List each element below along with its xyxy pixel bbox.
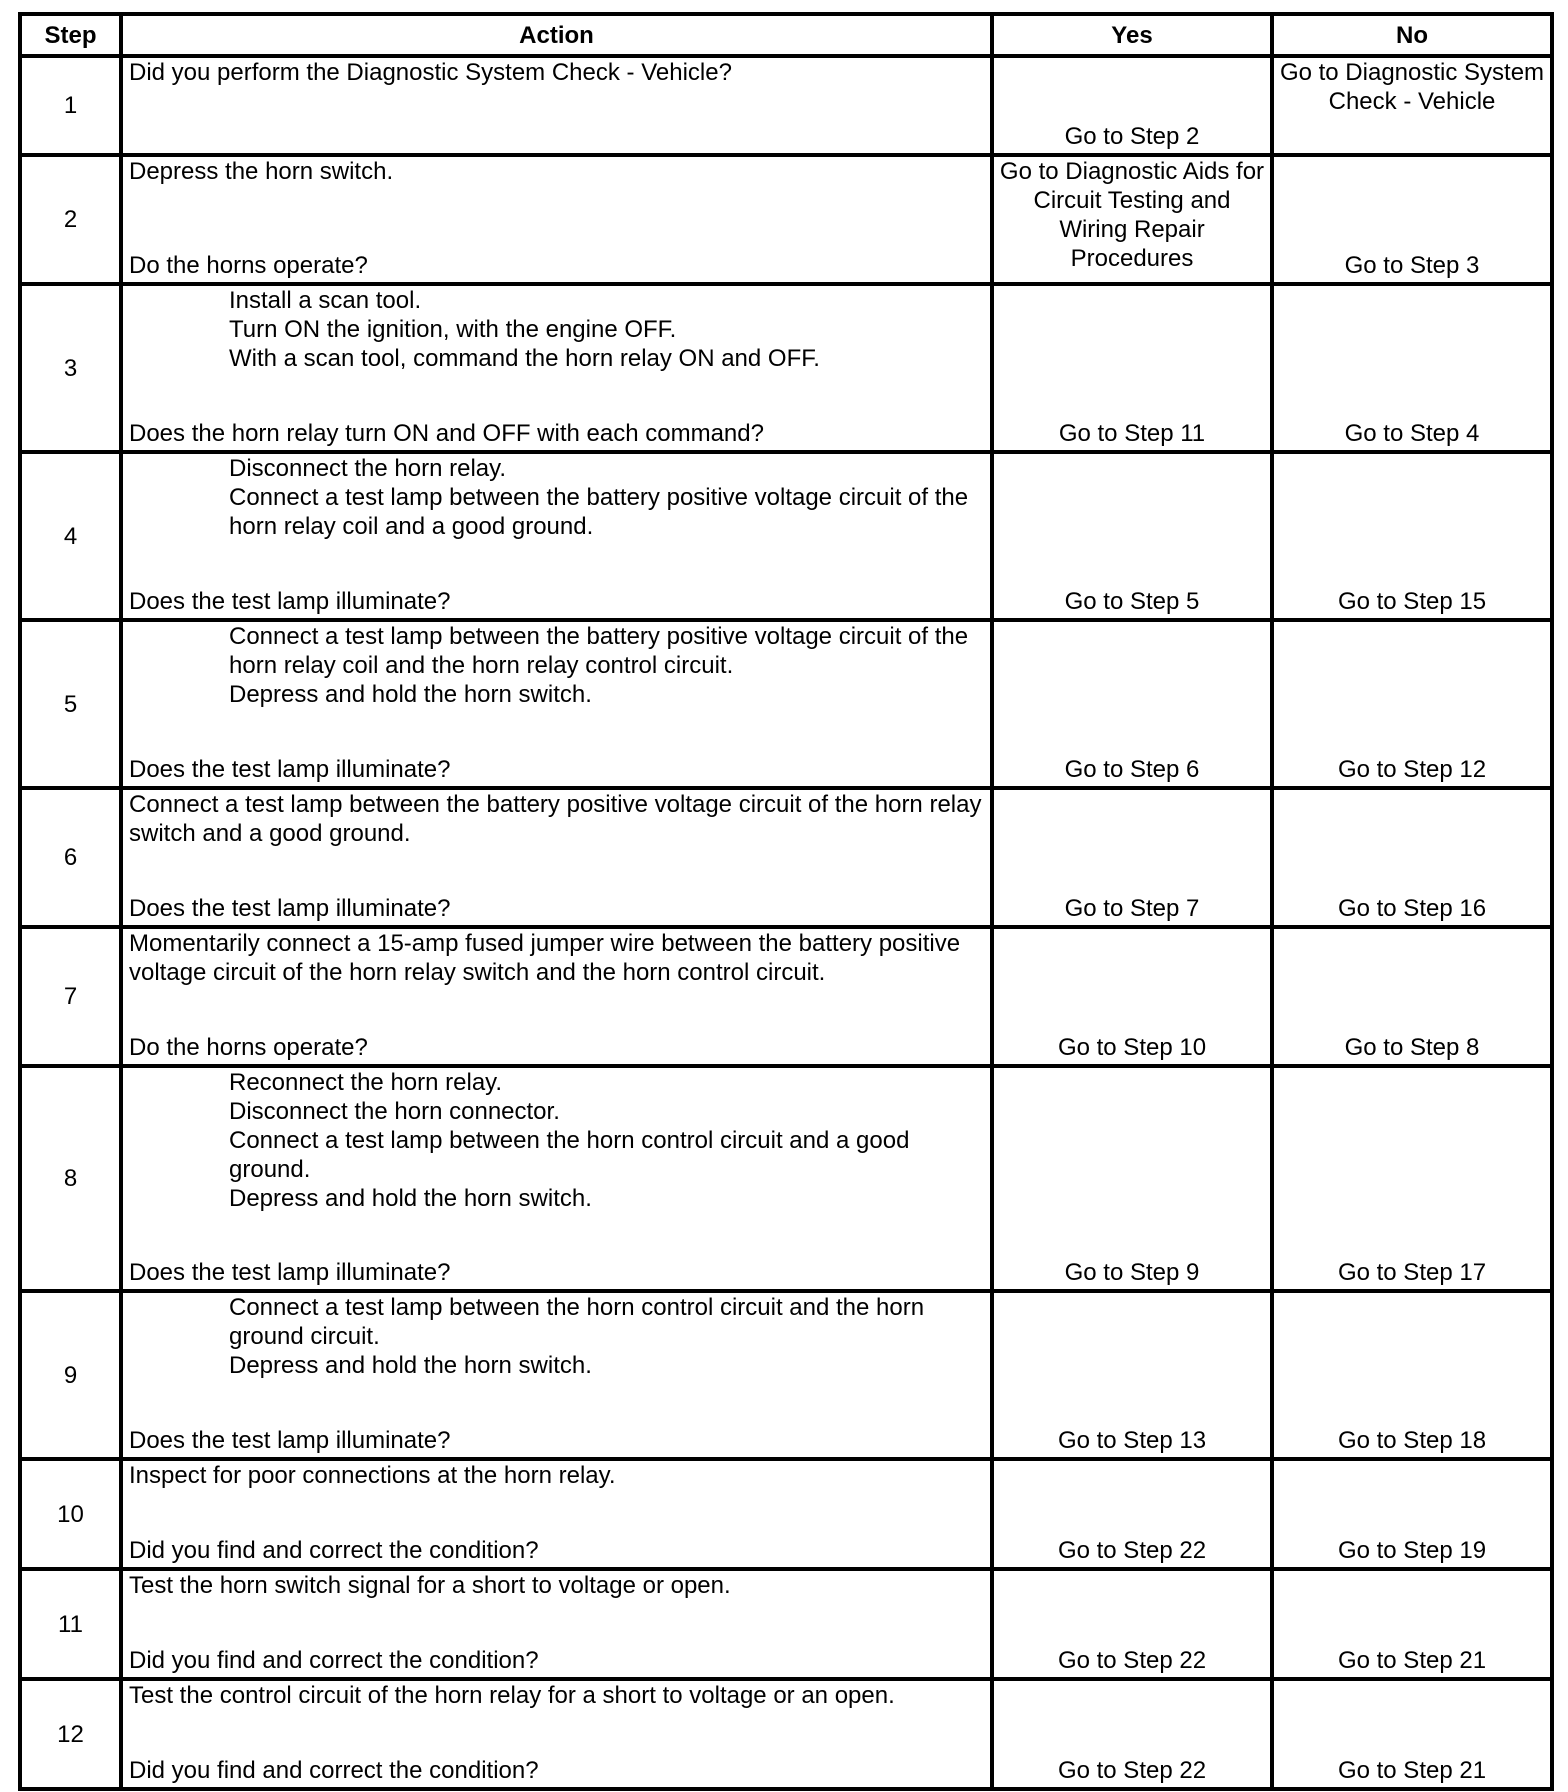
diagnostic-table bbox=[18, 12, 1554, 1791]
header-yes: Yes bbox=[992, 14, 1272, 56]
action-step-item: With a scan tool, command the horn relay ON and OFF. bbox=[229, 345, 820, 372]
action-cell bbox=[121, 1066, 992, 1291]
action-step-item: Depress and hold the horn switch. bbox=[229, 1352, 592, 1379]
step-number: 9 bbox=[20, 1291, 121, 1459]
result-no: Go to Step 12 bbox=[1272, 620, 1552, 788]
action-cell bbox=[121, 452, 992, 620]
step-number: 10 bbox=[20, 1459, 121, 1569]
result-no: Go to Step 21 bbox=[1272, 1679, 1552, 1789]
action-question: Does the test lamp illuminate? bbox=[129, 588, 451, 615]
step-number: 8 bbox=[20, 1066, 121, 1291]
action-step-item: Connect a test lamp between the horn control circuit and the horn ground circuit. bbox=[229, 1294, 925, 1350]
result-no: Go to Step 4 bbox=[1272, 284, 1552, 452]
action-question: Did you find and correct the condition? bbox=[129, 1757, 539, 1784]
table-row bbox=[20, 56, 1552, 155]
result-yes: Go to Step 22 bbox=[992, 1679, 1272, 1789]
action-step-item: Connect a test lamp between the horn control circuit and a good ground. bbox=[229, 1127, 910, 1183]
diagnostic-page bbox=[18, 12, 1550, 1787]
result-no: Go to Step 18 bbox=[1272, 1291, 1552, 1459]
action-cell bbox=[121, 788, 992, 927]
action-cell bbox=[121, 927, 992, 1066]
action-text: Test the control circuit of the horn relay for a short to voltage or an open. bbox=[129, 1682, 895, 1709]
action-step-item: Connect a test lamp between the battery positive voltage circuit of the horn relay coil and a good ground. bbox=[229, 484, 969, 540]
step-number: 5 bbox=[20, 620, 121, 788]
result-yes: Go to Step 22 bbox=[992, 1459, 1272, 1569]
result-yes: Go to Step 22 bbox=[992, 1569, 1272, 1679]
action-question: Did you find and correct the condition? bbox=[129, 1537, 539, 1564]
action-question: Do the horns operate? bbox=[129, 1034, 368, 1061]
result-yes: Go to Step 9 bbox=[992, 1066, 1272, 1291]
table-row bbox=[20, 620, 1552, 788]
action-cell bbox=[121, 1459, 992, 1569]
table-row bbox=[20, 155, 1552, 284]
result-yes: Go to Step 2 bbox=[992, 56, 1272, 155]
header-step: Step bbox=[20, 14, 121, 56]
step-number: 1 bbox=[20, 56, 121, 155]
header-no: No bbox=[1272, 14, 1552, 56]
action-text: Connect a test lamp between the battery positive voltage circuit of the horn relay switch and a good ground. bbox=[129, 791, 982, 847]
action-cell bbox=[121, 1291, 992, 1459]
result-yes: Go to Step 11 bbox=[992, 284, 1272, 452]
action-step-item: Disconnect the horn relay. bbox=[229, 455, 507, 482]
action-step-item: Connect a test lamp between the battery positive voltage circuit of the horn relay coil and the horn relay control circuit. bbox=[229, 623, 969, 679]
table-row bbox=[20, 1459, 1552, 1569]
result-yes: Go to Step 13 bbox=[992, 1291, 1272, 1459]
step-number: 12 bbox=[20, 1679, 121, 1789]
action-text: Did you perform the Diagnostic System Check - Vehicle? bbox=[129, 59, 732, 86]
step-number: 2 bbox=[20, 155, 121, 284]
result-yes: Go to Step 6 bbox=[992, 620, 1272, 788]
action-text: Depress the horn switch. bbox=[129, 158, 394, 185]
action-question: Does the test lamp illuminate? bbox=[129, 1259, 451, 1286]
result-no: Go to Step 19 bbox=[1272, 1459, 1552, 1569]
action-step-item: Turn ON the ignition, with the engine OFF. bbox=[229, 316, 677, 343]
result-no: Go to Step 3 bbox=[1272, 155, 1552, 284]
result-no: Go to Step 21 bbox=[1272, 1569, 1552, 1679]
result-yes: Go to Step 5 bbox=[992, 452, 1272, 620]
action-step-item: Reconnect the horn relay. bbox=[229, 1069, 503, 1096]
step-number: 7 bbox=[20, 927, 121, 1066]
step-number: 11 bbox=[20, 1569, 121, 1679]
result-no: Go to Step 15 bbox=[1272, 452, 1552, 620]
step-number: 6 bbox=[20, 788, 121, 927]
result-yes: Go to Diagnostic Aids for Circuit Testing and Wiring Repair Procedures bbox=[992, 155, 1272, 284]
result-yes: Go to Step 10 bbox=[992, 927, 1272, 1066]
header-action: Action bbox=[121, 14, 992, 56]
step-number: 3 bbox=[20, 284, 121, 452]
action-cell bbox=[121, 1569, 992, 1679]
action-text: Momentarily connect a 15-amp fused jumper wire between the battery positive voltage circuit of the horn relay switch and the horn control circuit. bbox=[129, 930, 961, 986]
action-cell bbox=[121, 56, 992, 155]
table-row bbox=[20, 1291, 1552, 1459]
action-step-item: Depress and hold the horn switch. bbox=[229, 1185, 592, 1212]
action-question: Does the test lamp illuminate? bbox=[129, 1427, 451, 1454]
action-question: Does the test lamp illuminate? bbox=[129, 895, 451, 922]
result-no: Go to Diagnostic System Check - Vehicle bbox=[1272, 56, 1552, 155]
table-body bbox=[20, 56, 1552, 1789]
table-row bbox=[20, 1569, 1552, 1679]
action-step-item: Depress and hold the horn switch. bbox=[229, 681, 592, 708]
action-question: Does the horn relay turn ON and OFF with each command? bbox=[129, 420, 764, 447]
action-step-item: Disconnect the horn connector. bbox=[229, 1098, 560, 1125]
action-cell bbox=[121, 284, 992, 452]
action-question: Did you find and correct the condition? bbox=[129, 1647, 539, 1674]
action-step-item: Install a scan tool. bbox=[229, 287, 422, 314]
table-row bbox=[20, 927, 1552, 1066]
result-no: Go to Step 16 bbox=[1272, 788, 1552, 927]
action-text: Inspect for poor connections at the horn relay. bbox=[129, 1462, 616, 1489]
table-row bbox=[20, 452, 1552, 620]
result-no: Go to Step 17 bbox=[1272, 1066, 1552, 1291]
action-question: Does the test lamp illuminate? bbox=[129, 756, 451, 783]
table-row bbox=[20, 788, 1552, 927]
action-text: Test the horn switch signal for a short to voltage or open. bbox=[129, 1572, 731, 1599]
result-no: Go to Step 8 bbox=[1272, 927, 1552, 1066]
action-question: Do the horns operate? bbox=[129, 252, 368, 279]
action-cell bbox=[121, 1679, 992, 1789]
table-row bbox=[20, 284, 1552, 452]
action-cell bbox=[121, 155, 992, 284]
table-row bbox=[20, 1066, 1552, 1291]
table-row bbox=[20, 1679, 1552, 1789]
step-number: 4 bbox=[20, 452, 121, 620]
header-row bbox=[20, 14, 1552, 56]
action-cell bbox=[121, 620, 992, 788]
result-yes: Go to Step 7 bbox=[992, 788, 1272, 927]
